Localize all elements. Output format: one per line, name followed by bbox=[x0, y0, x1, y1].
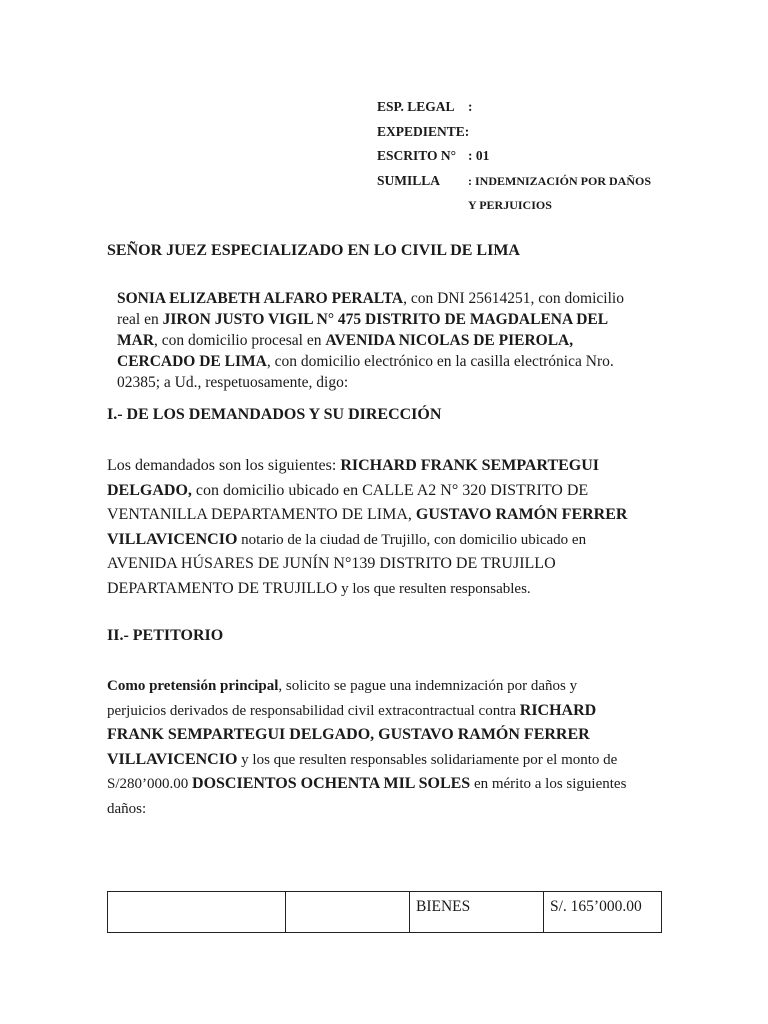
sumilla-label: SUMILLA bbox=[377, 172, 441, 188]
intro-text: real en bbox=[117, 311, 163, 328]
defendant-2-name: VILLAVICENCIO bbox=[107, 530, 238, 548]
addressee-heading: SEÑOR JUEZ ESPECIALIZADO EN LO CIVIL DE LIMA bbox=[107, 242, 520, 259]
s2-line-3 bbox=[107, 723, 626, 748]
esp-legal-value: : bbox=[468, 99, 473, 114]
s1-text: notario de la ciudad de Trujillo, con domicilio ubicado en bbox=[237, 531, 587, 548]
s1-line-6 bbox=[107, 577, 627, 602]
s1-line-4 bbox=[107, 528, 627, 553]
escrito-value: : 01 bbox=[468, 148, 490, 163]
s2-line-6 bbox=[107, 797, 626, 822]
s1-line-5 bbox=[107, 552, 627, 577]
sumilla-value-line1: : INDEMNIZACIÓN POR DAÑOS bbox=[468, 173, 652, 188]
s1-text: Los demandados son los siguientes: bbox=[107, 457, 341, 474]
s2-line-4 bbox=[107, 748, 626, 773]
section-1-heading: I.- DE LOS DEMANDADOS Y SU DIRECCIÓN bbox=[107, 406, 442, 423]
defendants-names: FRANK SEMPARTEGUI DELGADO, GUSTAVO RAMÓN FERRER bbox=[107, 726, 590, 743]
escrito-label: ESCRITO N° bbox=[377, 148, 457, 163]
s1-text: DEPARTAMENTO DE TRUJILLO bbox=[107, 579, 338, 597]
real-address: JIRON JUSTO VIGIL N° 475 DISTRITO DE MAGDALENA DEL bbox=[162, 311, 609, 328]
table-row bbox=[108, 892, 662, 933]
s2-line-5 bbox=[107, 772, 626, 797]
intro-text: 02385; a Ud., respetuosamente, digo: bbox=[117, 374, 349, 391]
procedural-address: AVENIDA NICOLAS DE PIEROLA, bbox=[325, 332, 574, 349]
section-1-paragraph bbox=[107, 454, 627, 601]
intro-text: , con domicilio procesal en bbox=[154, 332, 326, 349]
sumilla-value-line2: Y PERJUICIOS bbox=[468, 198, 552, 212]
intro-line-4 bbox=[117, 351, 624, 372]
esp-legal-label: ESP. LEGAL bbox=[377, 99, 455, 114]
s2-text: en mérito a los siguientes bbox=[470, 776, 627, 792]
plaintiff-name: SONIA ELIZABETH ALFARO PERALTA bbox=[117, 290, 404, 307]
s1-text: y los que resulten responsables. bbox=[337, 580, 531, 597]
table-cell: BIENES bbox=[410, 892, 544, 933]
s1-line-2 bbox=[107, 479, 627, 504]
defendant-2-name: GUSTAVO RAMÓN FERRER bbox=[415, 506, 628, 523]
defendant-1-name: RICHARD FRANK SEMPARTEGUI bbox=[340, 457, 600, 474]
intro-line-3 bbox=[117, 330, 624, 351]
defendant-1-name: DELGADO, bbox=[107, 481, 192, 499]
intro-line-5 bbox=[117, 372, 624, 393]
s2-text: daños: bbox=[107, 800, 147, 817]
s2-text: perjuicios derivados de responsabilidad civil extracontractual contra bbox=[107, 702, 520, 719]
defendants-names: VILLAVICENCIO bbox=[107, 750, 238, 768]
table-cell: S/. 165’000.00 bbox=[544, 892, 662, 933]
s1-line-3 bbox=[107, 503, 627, 528]
table-cell bbox=[286, 892, 410, 933]
intro-line-1 bbox=[117, 288, 624, 309]
expediente-label: EXPEDIENTE: bbox=[377, 123, 470, 139]
s1-text: con domicilio ubicado en CALLE A2 N° 320 DISTRITO DE bbox=[191, 481, 589, 499]
claim-amount-words: DOSCIENTOS OCHENTA MIL SOLES bbox=[192, 775, 471, 792]
claim-amount: S/280’000.00 bbox=[107, 776, 193, 792]
petition-paragraph bbox=[107, 674, 626, 821]
s2-text: , solicito se pague una indemnización por daños y bbox=[278, 678, 578, 694]
procedural-address: CERCADO DE LIMA bbox=[117, 353, 267, 370]
intro-text: , con domicilio electrónico en la casilla electrónica Nro. bbox=[266, 353, 614, 370]
s2-line-2 bbox=[107, 699, 626, 724]
section-2-heading: II.- PETITORIO bbox=[107, 627, 224, 644]
defendants-names: RICHARD bbox=[519, 701, 597, 719]
intro-line-2 bbox=[117, 309, 624, 330]
intro-text: , con DNI 25614251, con domicilio bbox=[403, 290, 624, 307]
s1-text: VENTANILLA DEPARTAMENTO DE LIMA, bbox=[107, 506, 416, 523]
table-cell bbox=[108, 892, 286, 933]
intro-paragraph bbox=[117, 288, 624, 393]
main-claim-label: Como pretensión principal bbox=[107, 678, 279, 694]
s2-line-1 bbox=[107, 674, 626, 699]
s1-text: AVENIDA HÚSARES DE JUNÍN N°139 DISTRITO DE TRUJILLO bbox=[107, 555, 556, 572]
s2-text: y los que resulten responsables solidariamente por el monto de bbox=[237, 751, 618, 768]
s1-line-1 bbox=[107, 454, 627, 479]
damages-table bbox=[107, 891, 662, 933]
real-address: MAR bbox=[117, 332, 155, 349]
